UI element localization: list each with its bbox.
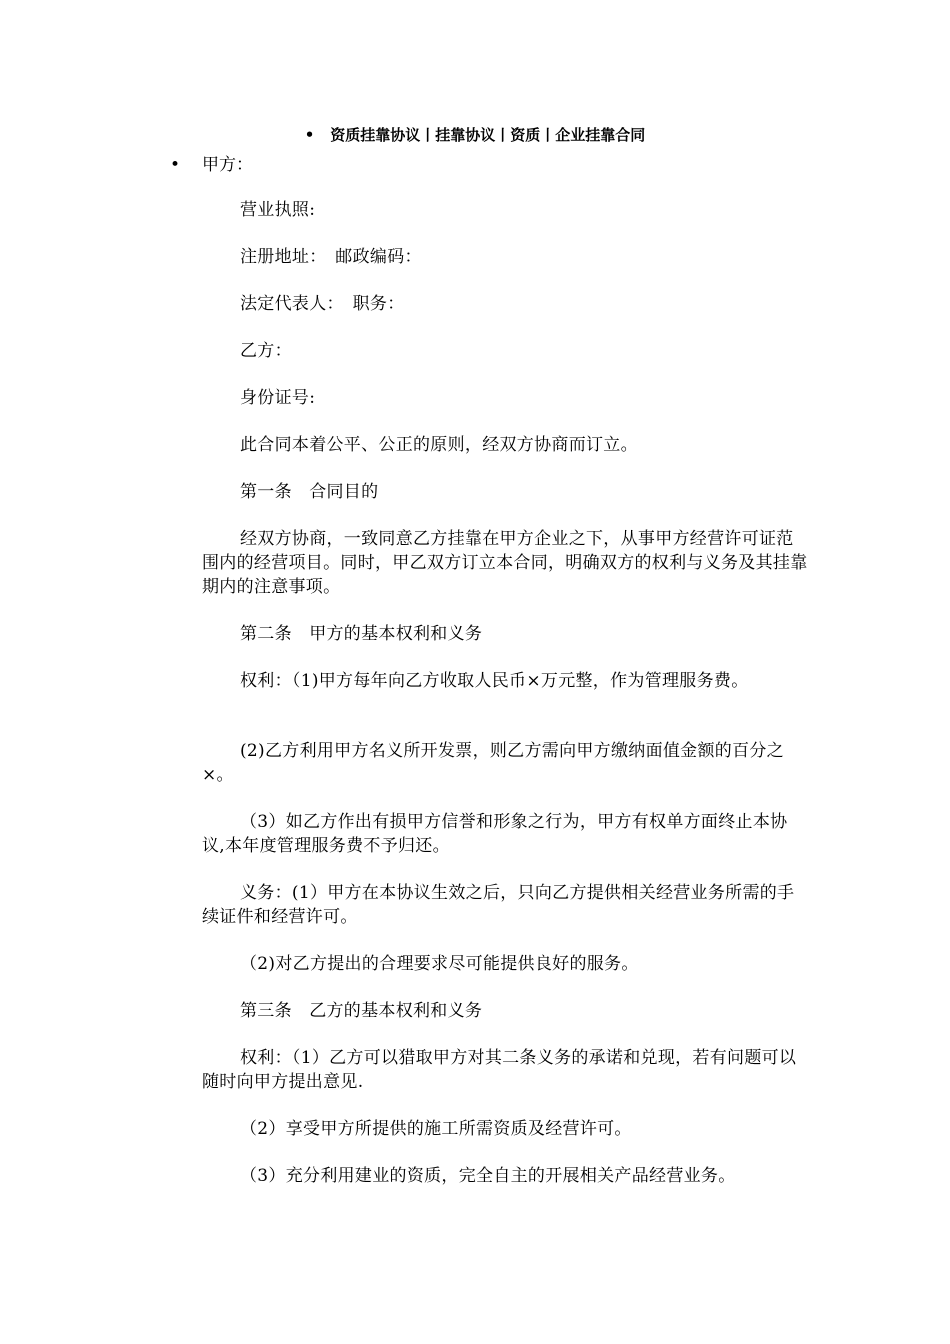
article-3-right-1: 权利：（1）乙方可以猎取甲方对其二条义务的承诺和兑现，若有问题可以随时向甲方提出意见. bbox=[202, 1048, 797, 1092]
party-bullet: • bbox=[170, 155, 181, 175]
document-title-row bbox=[0, 124, 950, 145]
article-3-right-2: （2）享受甲方所提供的施工所需资质及经营许可。 bbox=[240, 1119, 632, 1139]
paragraph-legal-representative: 法定代表人： 职务： bbox=[240, 294, 405, 314]
paragraph-principle: 此合同本着公平、公正的原则，经双方协商而订立。 bbox=[240, 435, 638, 455]
paragraph-business-license: 营业执照: bbox=[240, 200, 316, 220]
party-a-label: 甲方： bbox=[202, 155, 253, 175]
article-1-heading: 第一条 合同目的 bbox=[240, 482, 379, 502]
article-2-right-2: (2)乙方利用甲方名义所开发票，则乙方需向甲方缴纳面值金额的百分之×。 bbox=[202, 741, 784, 785]
paragraph-id-number: 身份证号: bbox=[240, 388, 316, 408]
article-2-right-3: （3）如乙方作出有损甲方信誉和形象之行为，甲方有权单方面终止本协议,本年度管理服务费不予归还。 bbox=[202, 812, 788, 856]
article-2-duty-2: （2)对乙方提出的合理要求尽可能提供良好的服务。 bbox=[240, 954, 639, 974]
document-body bbox=[202, 198, 808, 1211]
article-2-heading: 第二条 甲方的基本权利和义务 bbox=[240, 624, 483, 644]
paragraph-party-b: 乙方： bbox=[240, 341, 292, 361]
title-bullet: • bbox=[304, 126, 315, 144]
article-2-right-1: 权利：（1)甲方每年向乙方收取人民币×万元整，作为管理服务费。 bbox=[240, 671, 749, 691]
article-1-body: 经双方协商，一致同意乙方挂靠在甲方企业之下，从事甲方经营许可证范围内的经营项目。同时，甲乙双方订立本合同，明确双方的权利与义务及其挂靠期内的注意事项。 bbox=[202, 529, 808, 597]
party-a-row bbox=[170, 150, 253, 175]
paragraph-registered-address: 注册地址： 邮政编码： bbox=[240, 247, 422, 267]
article-3-right-3: （3）充分利用建业的资质，完全自主的开展相关产品经营业务。 bbox=[240, 1166, 736, 1186]
article-2-duty-1: 义务：(1）甲方在本协议生效之后，只向乙方提供相关经营业务所需的手续证件和经营许可。 bbox=[202, 883, 795, 927]
document-title: 资质挂靠协议丨挂靠协议丨资质丨企业挂靠合同 bbox=[330, 126, 646, 144]
article-3-heading: 第三条 乙方的基本权利和义务 bbox=[240, 1001, 483, 1021]
